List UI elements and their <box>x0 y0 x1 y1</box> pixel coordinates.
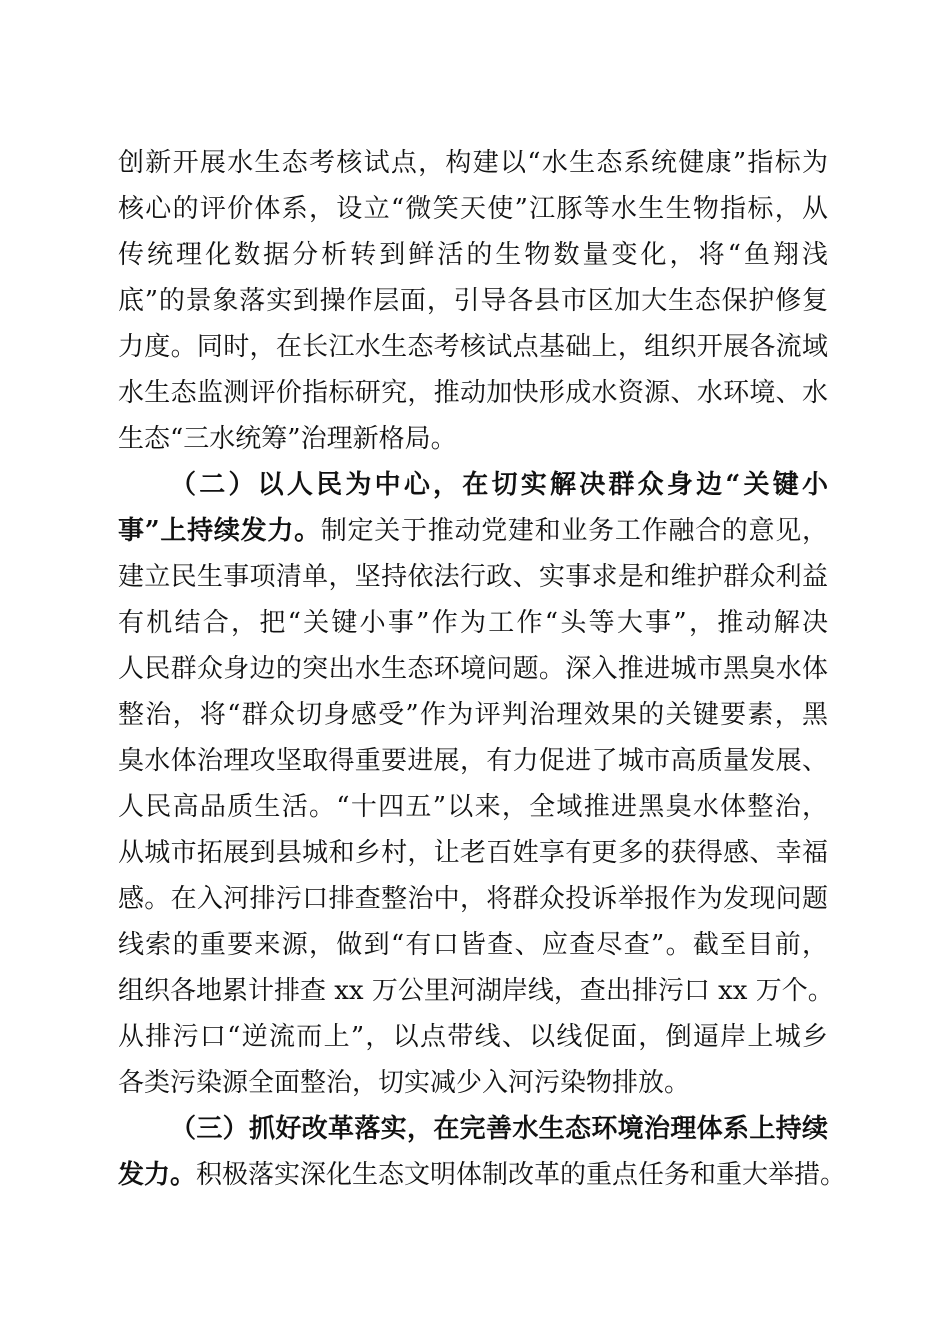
paragraph-1-line-6: 水生态监测评价指标研究，推动加快形成水资源、水环境、水 <box>118 378 828 408</box>
paragraph-2-line-9: 从城市拓展到县城和乡村，让老百姓享有更多的获得感、幸福 <box>118 838 828 868</box>
paragraph-2-line-10: 感。在入河排污口排查整治中，将群众投诉举报作为发现问题 <box>118 884 828 914</box>
paragraph-2-line-7: 臭水体治理攻坚取得重要进展，有力促进了城市高质量发展、 <box>118 746 828 776</box>
paragraph-3-line-2-rest: 积极落实深化生态文明体制改革的重点任务和重大举措。 <box>196 1160 847 1190</box>
paragraph-2-line-2-rest: 制定关于推动党建和业务工作融合的意见， <box>320 516 828 546</box>
paragraph-2-line-6: 整治，将“群众切身感受”作为评判治理效果的关键要素，黑 <box>118 700 828 730</box>
paragraph-1-line-4: 底”的景象落实到操作层面，引导各县市区加大生态保护修复 <box>118 286 828 316</box>
paragraph-3-heading-end: 发力。 <box>118 1160 197 1190</box>
paragraph-2-line-8: 人民高品质生活。“十四五”以来，全域推进黑臭水体整治， <box>118 792 828 822</box>
paragraph-1-line-7: 生态“三水统筹”治理新格局。 <box>118 424 457 454</box>
paragraph-2-heading-end: 事”上持续发力。 <box>118 516 321 546</box>
paragraph-2-heading-line-1: （二）以人民为中心，在切实解决群众身边“关键小 <box>170 470 828 500</box>
paragraph-3-line-2 <box>118 1158 847 1192</box>
paragraph-1-line-5: 力度。同时，在长江水生态考核试点基础上，组织开展各流域 <box>118 332 828 362</box>
paragraph-1-line-1: 创新开展水生态考核试点，构建以“水生态系统健康”指标为 <box>118 148 828 178</box>
paragraph-2-line-11: 线索的重要来源，做到“有口皆查、应查尽查”。截至目前， <box>118 930 828 960</box>
paragraph-3-heading-line-1: （三）抓好改革落实，在完善水生态环境治理体系上持续 <box>170 1114 828 1144</box>
paragraph-1-line-3: 传统理化数据分析转到鲜活的生物数量变化，将“鱼翔浅 <box>118 240 828 270</box>
paragraph-2-line-14: 各类污染源全面整治，切实减少入河污染物排放。 <box>118 1068 691 1098</box>
paragraph-2-line-5: 人民群众身边的突出水生态环境问题。深入推进城市黑臭水体 <box>118 654 828 684</box>
paragraph-2-line-12: 组织各地累计排查 xx 万公里河湖岸线，查出排污口 xx 万个。 <box>118 976 834 1006</box>
paragraph-2-line-3: 建立民生事项清单，坚持依法行政、实事求是和维护群众利益 <box>118 562 828 592</box>
paragraph-2-line-2 <box>118 514 828 548</box>
paragraph-1-line-2: 核心的评价体系，设立“微笑天使”江豚等水生生物指标，从 <box>118 194 828 224</box>
paragraph-2-line-4: 有机结合，把“关键小事”作为工作“头等大事”，推动解决 <box>118 608 828 638</box>
paragraph-2-line-13: 从排污口“逆流而上”，以点带线、以线促面，倒逼岸上城乡 <box>118 1022 828 1052</box>
